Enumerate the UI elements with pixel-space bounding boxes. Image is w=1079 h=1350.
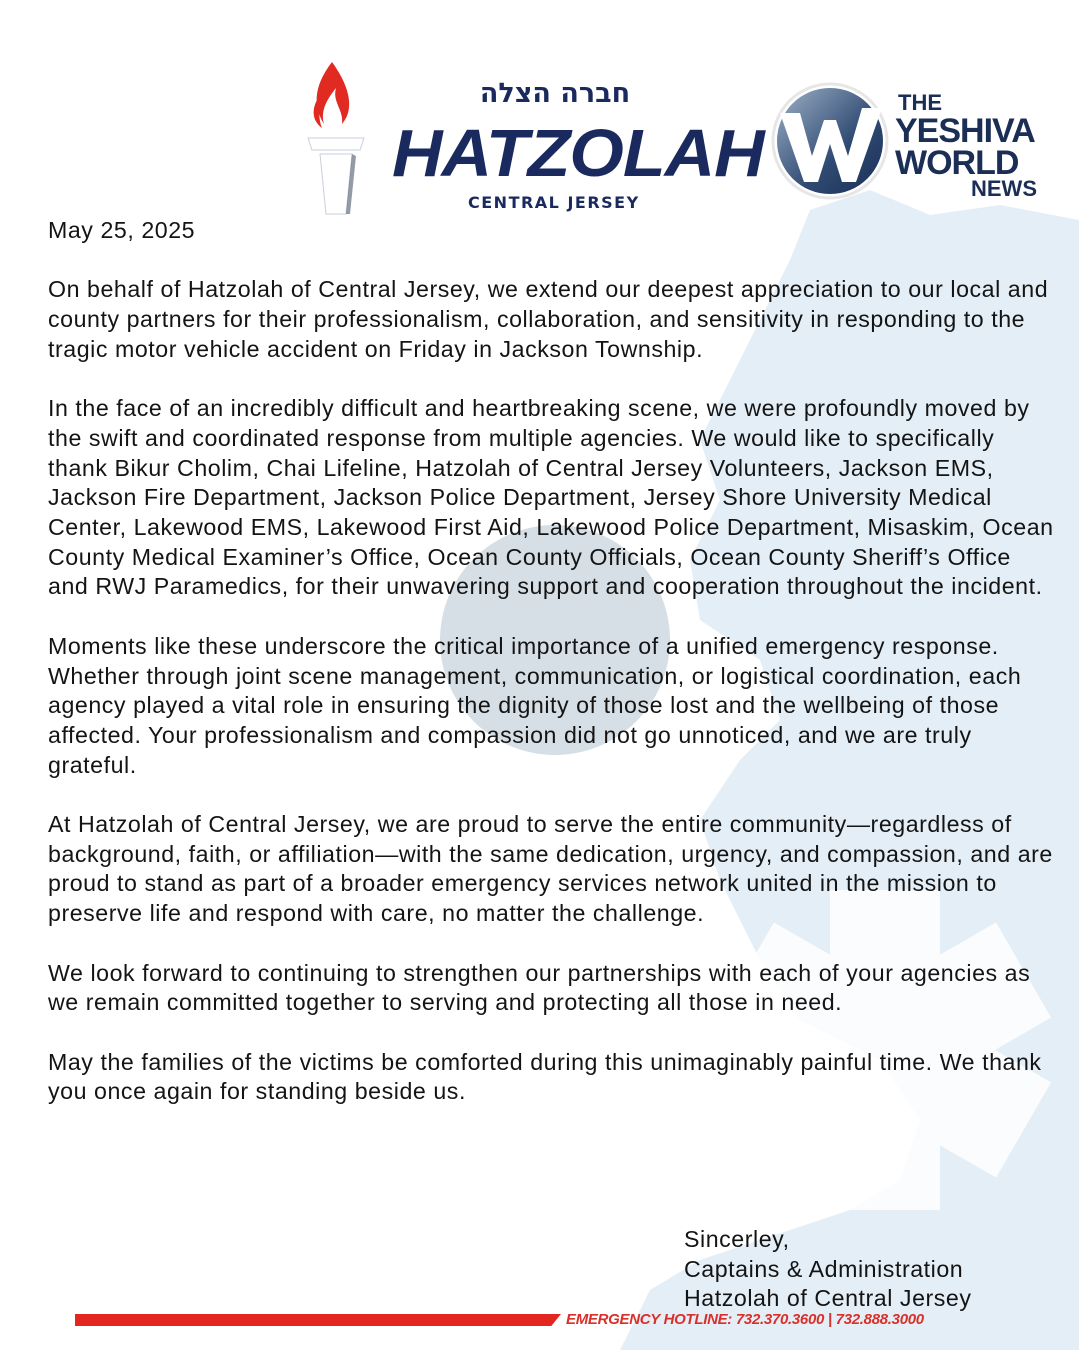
signer-line-1: Captains & Administration (684, 1255, 964, 1282)
emergency-hotline: EMERGENCY HOTLINE: 732.370.3600 | 732.888.3000 (566, 1311, 924, 1328)
yw-news: NEWS (971, 176, 1037, 201)
region-label: CENTRAL JERSEY (468, 193, 640, 212)
paragraph-partnerships: We look forward to continuing to strengthen our partnerships with each of your agencies as we remain committed together to serving and protecting all those in need. (48, 959, 1031, 1016)
footer-red-bar (75, 1314, 561, 1326)
paragraph-appreciation: On behalf of Hatzolah of Central Jersey, we extend our deepest appreciation to our local and county partners for their professionalism, collaboration, and sensitivity in responding to the tragic motor vehicle accident on Friday in Jackson Township. (48, 276, 1049, 362)
paragraph-community: At Hatzolah of Central Jersey, we are proud to serve the entire community—regardless of background, faith, or affiliation—with the same dedication, urgency, and compassion, and are proud to stand as part of a broader emergency services network united in the mission to preserve life and respond with care, no matter the challenge. (48, 811, 1053, 927)
signature-block (684, 1225, 972, 1314)
yw-yeshiva: YESHIVA (895, 112, 1035, 150)
hebrew-name: חברה הצלה (479, 78, 631, 109)
letter-date: May 25, 2025 (48, 217, 196, 243)
hatzolah-wordmark: HATZOLAH (392, 115, 764, 191)
closing: Sincerley, (684, 1226, 790, 1252)
paragraph-unified-response: Moments like these underscore the critical importance of a unified emergency response. Whether through joint scene management, communication, or logistical coordination, each agency played a vital role in ensuring the dignity of those lost and the wellbeing of those affected. Your professionalism and compassion did not go unnoticed, and we are truly grateful. (48, 632, 1022, 778)
letterhead (0, 0, 1079, 215)
yw-wordmark (895, 92, 1037, 200)
paragraph-agencies: In the face of an incredibly difficult and heartbreaking scene, we were profoundly moved by the swift and coordinated response from multiple agencies. We would like to specifically thank Bikur Cholim, Chai Lifeline, Hatzolah of Central Jersey Volunteers, Jackson EMS, Jackson Fire Department, Jackson Police Department, Jersey Shore University Medical Center, Lakewood EMS, Lakewood First Aid, Lakewood Police Department, Misaskim, Ocean County Medical Examiner’s Office, Ocean County Officials, Ocean County Sheriff’s Office and RWJ Paramedics, for their unwavering support and cooperation throughout the incident. (48, 395, 1054, 600)
paragraph-condolence: May the families of the victims be comforted during this unimaginably painful time. We thank you once again for standing beside us. (48, 1048, 1042, 1105)
letter-body (48, 216, 1058, 1137)
yw-world: WORLD (895, 144, 1019, 182)
yw-globe-icon (770, 78, 890, 204)
torch-icon (302, 58, 372, 218)
yw-the: THE (898, 90, 942, 115)
signer-line-2: Hatzolah of Central Jersey (684, 1285, 972, 1312)
